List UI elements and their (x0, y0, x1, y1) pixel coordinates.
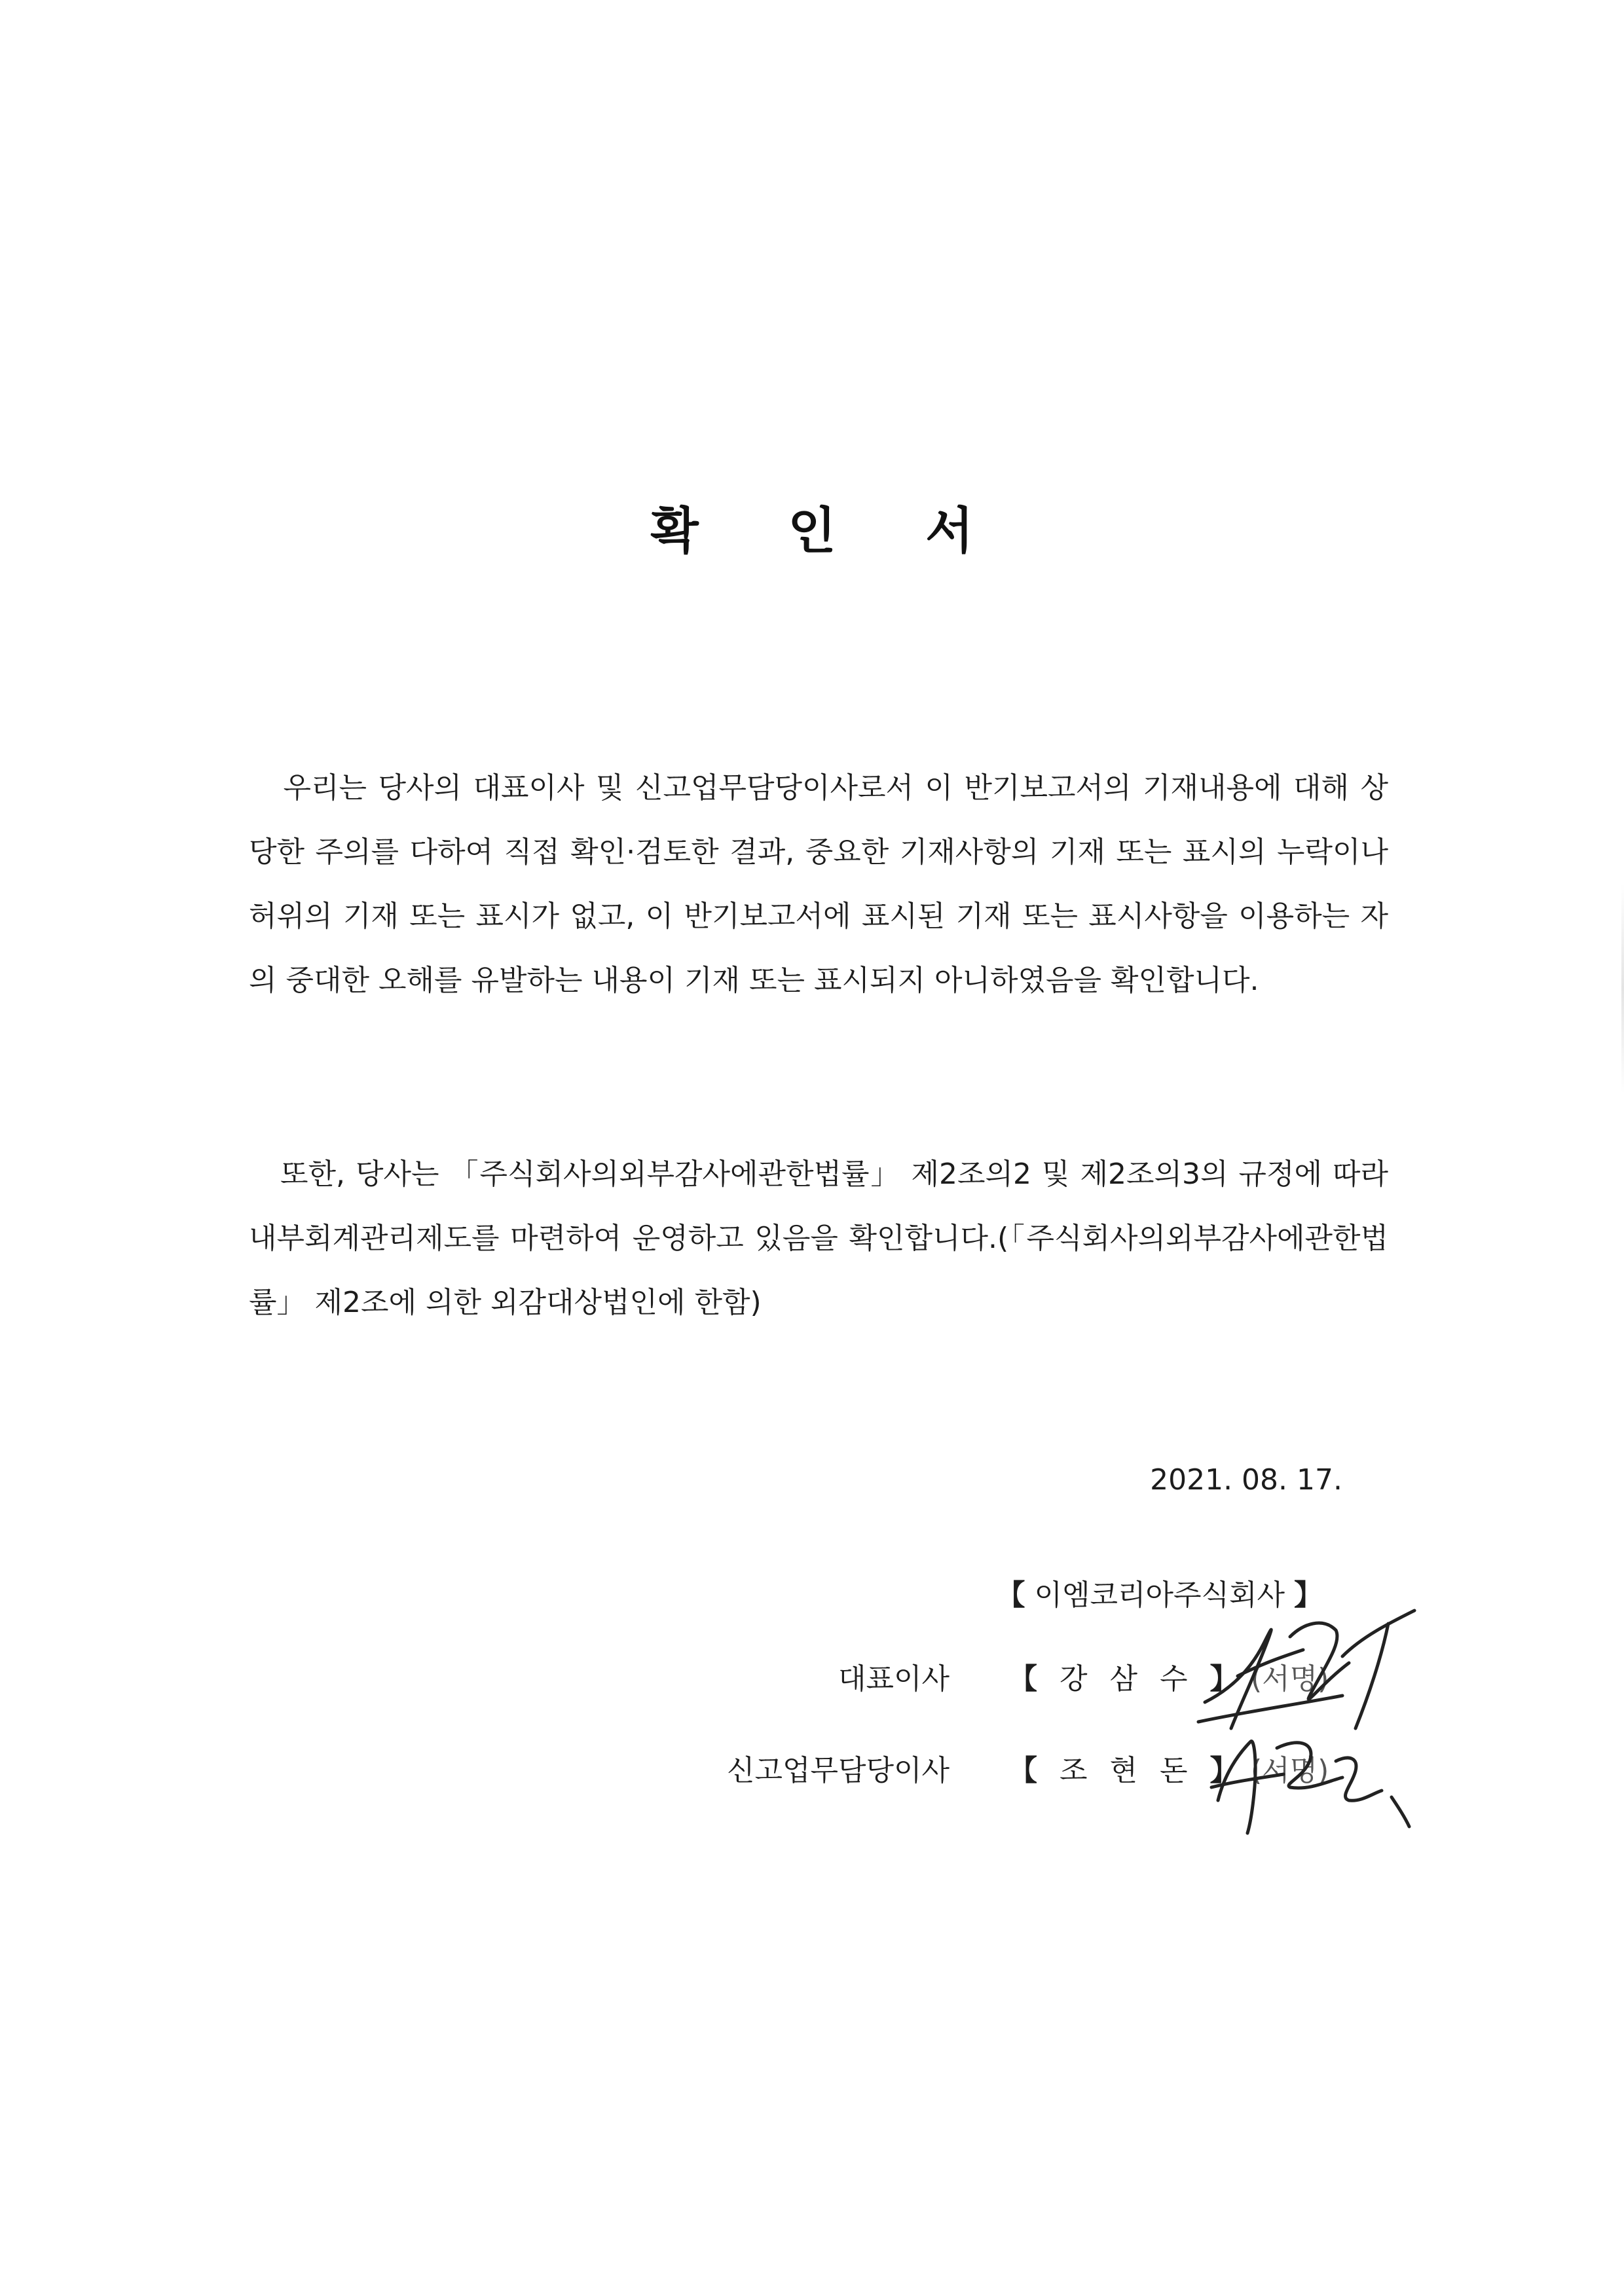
signatory-row-disclosure-officer (655, 1747, 1441, 1799)
confirmation-paragraph-text: 우리는 당사의 대표이사 및 신고업무담당이사로서 이 반기보고서의 기재내용에 대해 상당한 주의를 다하여 직접 확인·검토한 결과, 중요한 기재사항의 기재 또는 표시의 누락이나 허위의 기재 또는 표시가 없고, 이 반기보고서에 표시된 기재 또는 표시사항을 이용하는 자의 중대한 오해를 유발하는 내용이 기재 또는 표시되지 아니하였음을 확인합니다. (249, 771, 1388, 997)
internal-control-paragraph (249, 1142, 1388, 1335)
signatory-name-block (1008, 1655, 1245, 1697)
signatory-role: 신고업무담당이사 (726, 1754, 950, 1787)
signatory-name-block (1008, 1747, 1245, 1789)
signatory-name: 강 삼 수 (1060, 1662, 1194, 1696)
company-name: 이엠코리아주식회사 (1034, 1578, 1285, 1612)
confirmation-paragraph (249, 756, 1388, 1013)
signature-label: (서명) (1251, 1754, 1329, 1787)
internal-control-paragraph-text: 또한, 당사는 「주식회사의외부감사에관한법률」 제2조의2 및 제2조의3의 규정에 따라 내부회계관리제도를 마련하여 운영하고 있음을 확인합니다.(「주식회사의외부감사에관한법률」 제2조에 의한 외감대상법인에 한함) (249, 1157, 1388, 1319)
signatory-open-bracket: 【 (1008, 1754, 1044, 1787)
signatory-open-bracket: 【 (1008, 1662, 1044, 1696)
signatory-name: 조 현 돈 (1060, 1754, 1194, 1787)
scan-edge-mark (1621, 884, 1624, 1093)
document-title: 확 인 서 (650, 501, 974, 560)
company-name-line (917, 1571, 1323, 1613)
signatory-close-bracket: 】 (1209, 1754, 1246, 1787)
signatory-row-ceo (655, 1655, 1441, 1707)
signatory-role: 대표이사 (838, 1662, 950, 1696)
signature-label: (서명) (1251, 1662, 1329, 1696)
company-close-bracket: 】 (1294, 1578, 1323, 1612)
company-open-bracket: 【 (996, 1578, 1025, 1612)
document-date: 2021. 08. 17. (1150, 1463, 1342, 1497)
signatory-close-bracket: 】 (1209, 1662, 1246, 1696)
